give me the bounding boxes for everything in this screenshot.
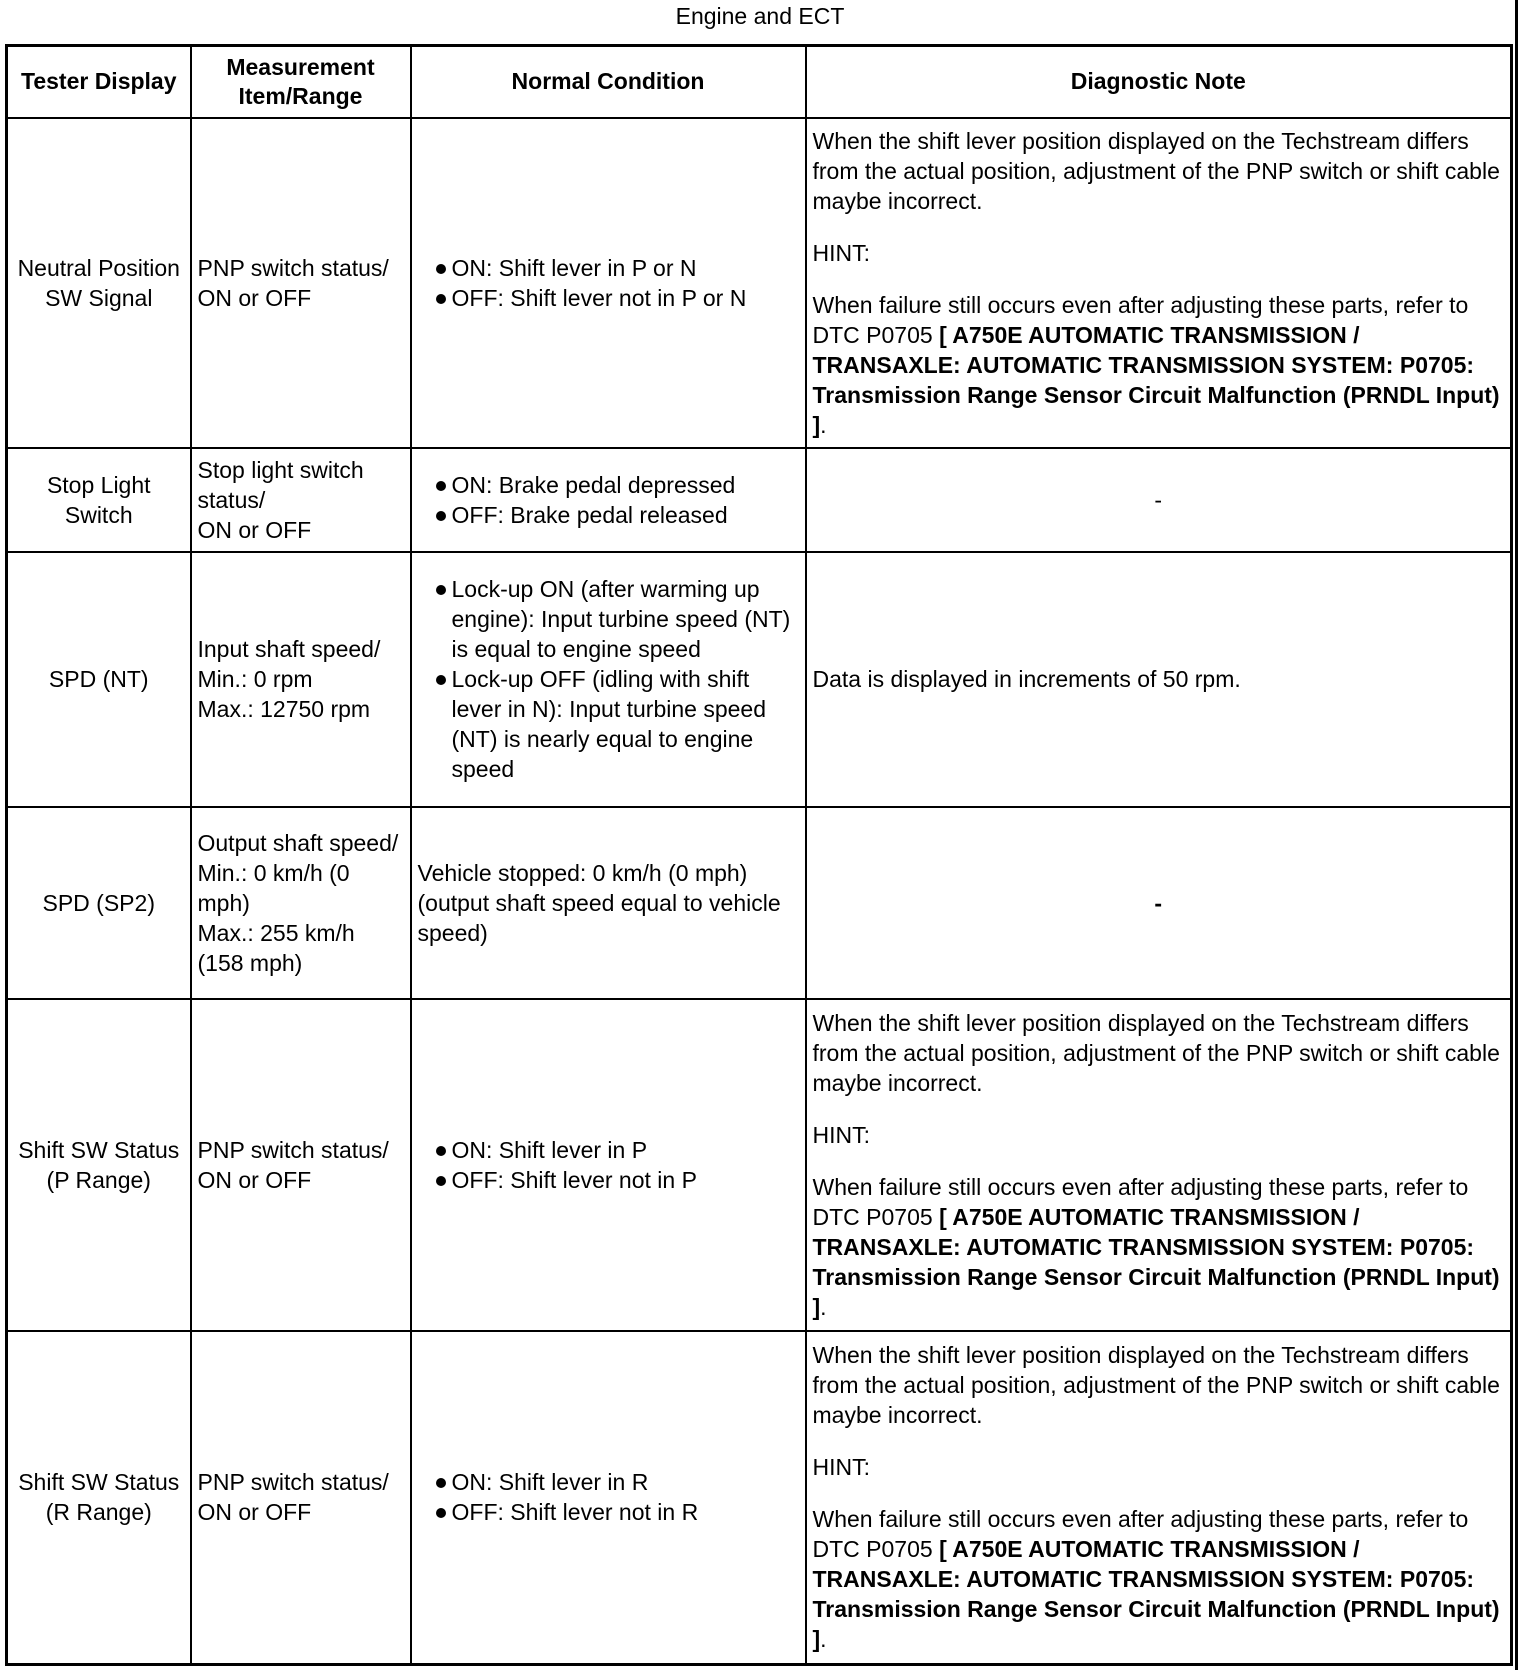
measurement-line: Min.: 0 km/h (0 mph): [197, 859, 350, 916]
measurement-line: ON or OFF: [197, 516, 312, 543]
header-tester-display: Tester Display: [7, 46, 191, 118]
note-reference-text: When failure still occurs even after adjusting these parts, refer to DTC P0705: [812, 1506, 1469, 1563]
note-reference-paragraph: [813, 1504, 1505, 1654]
diagnostic-note-cell: [806, 118, 1512, 448]
note-reference-text: When failure still occurs even after adjusting these parts, refer to DTC P0705: [812, 1173, 1469, 1230]
table-row: [7, 807, 1512, 999]
tester-display-cell: Neutral Position SW Signal: [7, 118, 191, 448]
normal-condition-cell: [411, 999, 806, 1331]
tester-display-cell: Stop Light Switch: [7, 448, 191, 552]
normal-condition-cell: [411, 552, 806, 807]
measurement-line: ON or OFF: [197, 284, 312, 311]
condition-bullet: OFF: Shift lever not in P or N: [418, 283, 799, 313]
dtc-reference: [ A750E AUTOMATIC TRANSMISSION / TRANSAXLE: AUTOMATIC TRANSMISSION SYSTEM: P0705: Transmission Range Sensor Circuit Malfunction (PRNDL Input) ]: [812, 1203, 1500, 1320]
header-row: [7, 46, 1512, 118]
condition-bullet: ON: Brake pedal depressed: [418, 470, 799, 500]
note-paragraph: When the shift lever position displayed on the Techstream differs from the actual position, adjustment of the PNP switch or shift cable maybe incorrect.: [812, 127, 1500, 214]
condition-bullet: Lock-up ON (after warming up engine): Input turbine speed (NT) is equal to engine speed: [418, 574, 799, 664]
note-reference-text: When failure still occurs even after adjusting these parts, refer to DTC P0705: [812, 291, 1469, 348]
hint-label: HINT:: [812, 1121, 870, 1148]
dtc-reference: [ A750E AUTOMATIC TRANSMISSION / TRANSAXLE: AUTOMATIC TRANSMISSION SYSTEM: P0705: Transmission Range Sensor Circuit Malfunction (PRNDL Input) ]: [812, 1536, 1500, 1653]
diagnostic-note-cell: [806, 1331, 1512, 1665]
measurement-line: PNP switch status/: [197, 1469, 389, 1496]
right-border-rule: [1515, 0, 1518, 1670]
condition-bullet: ON: Shift lever in R: [418, 1467, 799, 1497]
condition-bullet: ON: Shift lever in P or N: [418, 253, 799, 283]
tester-display-cell: SPD (SP2): [7, 807, 191, 999]
measurement-line: Max.: 255 km/h (158 mph): [197, 919, 355, 976]
measurement-cell: [191, 552, 411, 807]
table-row: [7, 118, 1512, 448]
table-row: [7, 552, 1512, 807]
dtc-reference: [ A750E AUTOMATIC TRANSMISSION / TRANSAXLE: AUTOMATIC TRANSMISSION SYSTEM: P0705: Transmission Range Sensor Circuit Malfunction (PRNDL Input) ]: [812, 321, 1500, 438]
measurement-line: Output shaft speed/: [197, 829, 399, 856]
normal-condition-cell: [411, 118, 806, 448]
hint-label: HINT:: [812, 1454, 870, 1481]
table-row: [7, 448, 1512, 552]
note-end: .: [820, 1293, 827, 1320]
header-normal-condition: Normal Condition: [411, 46, 806, 118]
measurement-line: Stop light switch status/: [197, 456, 364, 513]
hint-label: HINT:: [812, 239, 870, 266]
measurement-line: ON or OFF: [197, 1499, 312, 1526]
condition-bullet: OFF: Shift lever not in R: [418, 1497, 799, 1527]
measurement-line: Input shaft speed/: [197, 636, 381, 662]
tester-display-cell: Shift SW Status (P Range): [7, 999, 191, 1331]
normal-condition-cell: [411, 1331, 806, 1665]
condition-bullet: OFF: Shift lever not in P: [418, 1165, 799, 1195]
measurement-cell: [191, 118, 411, 448]
diagnostic-note-cell: -: [806, 807, 1512, 999]
measurement-line: Min.: 0 rpm: [197, 666, 313, 692]
measurement-line: Max.: 12750 rpm: [197, 696, 371, 722]
note-reference-paragraph: [813, 290, 1505, 440]
condition-bullet: Lock-up OFF (idling with shift lever in N): Input turbine speed (NT) is nearly equal to engine speed: [418, 664, 799, 784]
diagnostic-note-cell: [806, 999, 1512, 1331]
measurement-line: PNP switch status/: [197, 1136, 389, 1163]
measurement-cell: [191, 448, 411, 552]
diagnostic-note-cell: -: [806, 448, 1512, 552]
table-caption: Engine and ECT: [675, 3, 845, 29]
note-reference-paragraph: [813, 1172, 1505, 1322]
tester-display-cell: Shift SW Status (R Range): [7, 1331, 191, 1665]
tester-display-cell: SPD (NT): [7, 552, 191, 807]
measurement-cell: [191, 807, 411, 999]
note-end: .: [820, 1626, 827, 1653]
condition-bullet: ON: Shift lever in P: [418, 1135, 799, 1165]
normal-condition-cell: [411, 448, 806, 552]
data-list-table: [5, 44, 1513, 1666]
note-paragraph: When the shift lever position displayed on the Techstream differs from the actual position, adjustment of the PNP switch or shift cable maybe incorrect.: [812, 1342, 1500, 1429]
measurement-line: PNP switch status/: [197, 254, 389, 281]
header-measurement: Measurement Item/Range: [191, 46, 411, 118]
diagnostic-note-cell: Data is displayed in increments of 50 rpm.: [806, 552, 1512, 807]
condition-bullet: OFF: Brake pedal released: [418, 500, 799, 530]
measurement-cell: [191, 999, 411, 1331]
table-row: [7, 999, 1512, 1331]
header-diagnostic-note: Diagnostic Note: [806, 46, 1512, 118]
note-paragraph: When the shift lever position displayed on the Techstream differs from the actual position, adjustment of the PNP switch or shift cable maybe incorrect.: [812, 1009, 1500, 1096]
measurement-cell: [191, 1331, 411, 1665]
note-end: .: [820, 411, 827, 438]
table-row: [7, 1331, 1512, 1665]
measurement-line: ON or OFF: [197, 1166, 312, 1193]
normal-condition-cell: Vehicle stopped: 0 km/h (0 mph) (output shaft speed equal to vehicle speed): [411, 807, 806, 999]
